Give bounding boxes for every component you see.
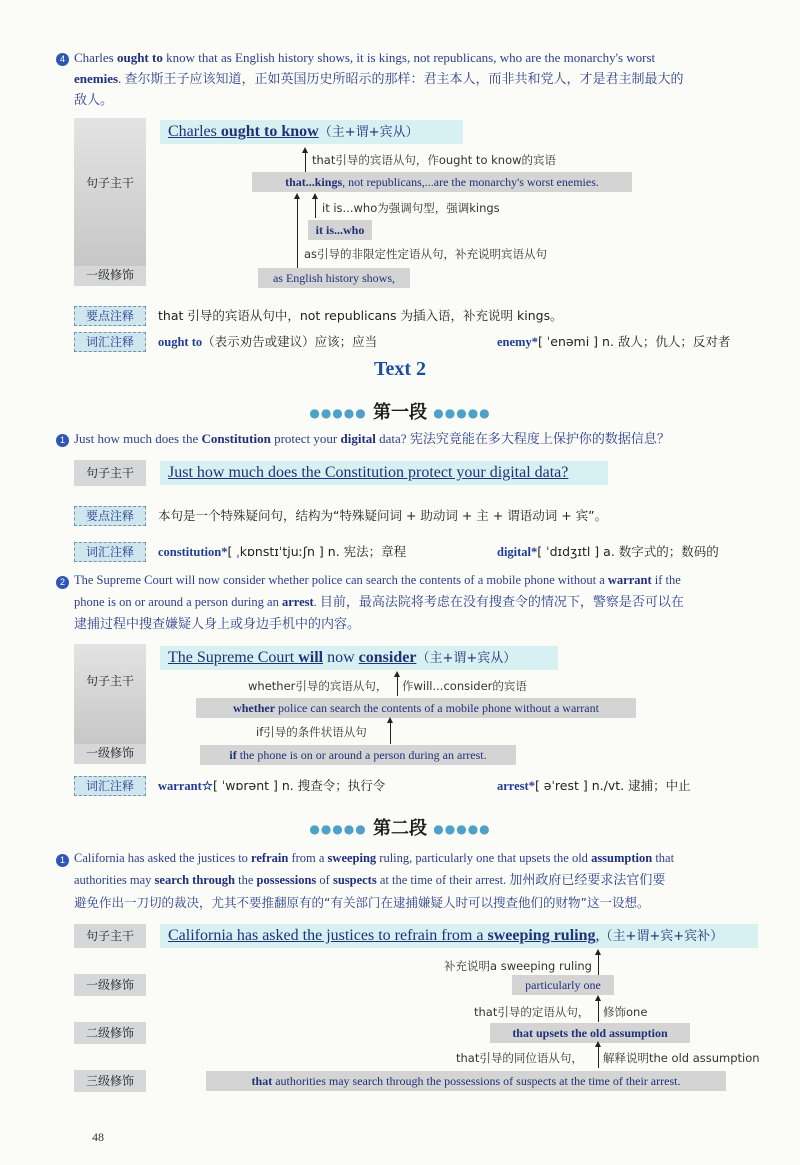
label-third-modifier: 三级修饰 — [74, 1070, 146, 1092]
keyword: it is...who — [315, 223, 365, 237]
vocab-definition: [ ˈenəmi ] n. 敌人；仇人；反对者 — [537, 334, 731, 349]
dots-icon: ●●●●● — [309, 822, 367, 836]
main-clause-bar — [160, 120, 463, 144]
sentence-number-badge: 1 — [56, 434, 69, 447]
sentence-text: if the — [651, 573, 681, 587]
star-icon: * — [221, 545, 228, 559]
section-title: 第一段 — [373, 402, 427, 423]
vocab-entry — [158, 542, 406, 560]
clause-bar — [512, 975, 614, 995]
label-first-modifier: 一级修饰 — [74, 974, 146, 996]
clause-bar — [200, 745, 516, 765]
translation-text: 目前，最高法院将考虑在没有搜查令的情况下，警察是否可以在 — [319, 595, 684, 610]
annotation-note: if引导的条件状语从句 — [256, 725, 367, 739]
page-number: 48 — [92, 1130, 104, 1144]
clause-text: authorities may search through the possessions of suspects at the time of their arrest. — [272, 1074, 681, 1088]
section-heading — [0, 814, 800, 840]
annotation-note: 修饰one — [603, 1005, 648, 1019]
clause-text: police can search the contents of a mobile phone without a warrant — [275, 701, 599, 715]
vocab-definition: [ əˈrest ] n./vt. 逮捕；中止 — [534, 778, 691, 793]
main-clause-text: Just how much does the Constitution protect your digital data? — [168, 464, 569, 481]
keyword: search through — [154, 873, 235, 887]
clause-text: as English history shows, — [272, 271, 395, 285]
vocab-word: warrant — [158, 779, 202, 793]
clause-bar — [490, 1023, 690, 1043]
sentence-text: the — [235, 873, 257, 887]
keyword: if — [229, 748, 237, 762]
sentence-text: Charles — [74, 50, 117, 65]
translation-text: 加州政府已经要求法官们要 — [509, 873, 666, 888]
tag-key-notes: 要点注释 — [74, 506, 146, 526]
keyword: refrain — [251, 851, 289, 865]
vocab-entry — [158, 776, 385, 794]
dots-icon: ●●●●● — [433, 406, 491, 420]
vocab-definition: [ ˈdɪdʒɪtl ] a. 数字式的；数码的 — [537, 544, 719, 559]
vocab-definition: [ ˌkɒnstɪˈtjuːʃn ] n. 宪法；章程 — [227, 544, 407, 559]
sentence-text: Just how much does the — [74, 431, 202, 446]
sentence-number-badge: 2 — [56, 576, 69, 589]
sentence-text: of — [316, 873, 333, 887]
clause-text: now — [323, 649, 359, 666]
subject-text: The Supreme Court — [168, 649, 299, 666]
dots-icon: ●●●●● — [309, 406, 367, 420]
clause-bar — [252, 172, 632, 192]
label-main-clause: 句子主干 — [74, 924, 146, 948]
label-first-modifier: 一级修饰 — [74, 744, 146, 764]
star-icon: * — [528, 779, 535, 793]
sentence-text: The Supreme Court will now consider whether police can search the contents of a mobile phone without a — [74, 573, 608, 587]
sentence-text: California has asked the justices to — [74, 851, 252, 865]
predicate-text: ought to know — [220, 123, 319, 140]
sentence-text: know that as English history shows, it is kings, not republicans, who are the monarchy's worst — [162, 50, 656, 65]
sentence-text: from a — [288, 851, 328, 865]
label-main-clause: 句子主干 — [85, 674, 134, 688]
sentence-english-line1 — [74, 570, 681, 591]
punctuation: , — [595, 927, 600, 944]
sentence-text: . — [118, 71, 125, 86]
keyword: warrant — [607, 573, 652, 587]
tag-vocabulary: 词汇注释 — [74, 776, 146, 796]
vocab-word: constitution — [158, 545, 222, 559]
translation-text: 查尔斯王子应该知道，正如英国历史所昭示的那样：君主本人，而非共和党人，才是君主制最大的 — [124, 72, 684, 87]
keyword: arrest — [281, 595, 314, 609]
keyword: assumption — [591, 851, 653, 865]
object-text: the justices — [302, 927, 375, 944]
analysis-label-column — [74, 118, 146, 266]
sentence-number-badge: 4 — [56, 53, 69, 66]
arrow-icon — [598, 954, 599, 976]
sentence-english-line2 — [74, 870, 665, 891]
section-title: 第二段 — [373, 818, 427, 839]
label-first-modifier: 一级修饰 — [74, 266, 146, 286]
keyword: ought to — [116, 50, 163, 65]
annotation-note: that引导的定语从句， — [474, 1005, 590, 1019]
star-icon: ☆ — [201, 779, 213, 793]
arrow-icon — [598, 1046, 599, 1068]
arrow-icon — [598, 1000, 599, 1022]
star-icon: * — [531, 335, 538, 349]
predicate-text: will — [298, 649, 324, 666]
sentence-text: authorities may — [74, 873, 155, 887]
keyword: suspects — [332, 873, 377, 887]
clause-text: particularly one — [525, 978, 601, 992]
sentence-text: phone is on or around a person during an — [74, 595, 282, 609]
sentence-english-line — [74, 428, 670, 450]
tag-vocabulary: 词汇注释 — [74, 542, 146, 562]
vocab-definition: [ ˈwɒrənt ] n. 搜查令；执行令 — [212, 778, 386, 793]
annotation-note: it is...who为强调句型，强调kings — [322, 201, 500, 215]
main-clause-bar — [160, 461, 608, 485]
arrow-icon — [305, 152, 306, 172]
keyword: Constitution — [201, 431, 271, 446]
keyword: possessions — [256, 873, 317, 887]
clause-bar — [196, 698, 636, 718]
annotation-note: that引导的同位语从句， — [456, 1051, 583, 1065]
sentence-text: that — [652, 851, 675, 865]
section-heading — [0, 398, 800, 424]
label-main-clause: 句子主干 — [74, 460, 146, 486]
vocab-entry — [497, 776, 691, 794]
vocab-word: arrest — [497, 779, 529, 793]
tag-key-notes: 要点注释 — [74, 306, 146, 326]
keyword: that...kings — [285, 175, 343, 189]
sentence-english-line2 — [74, 68, 684, 90]
annotation-note: 补充说明a sweeping ruling — [444, 959, 592, 973]
clause-text: that upsets the old assumption — [512, 1026, 668, 1040]
predicate-text: consider — [358, 649, 417, 666]
vocab-word: digital — [497, 545, 532, 559]
translation-text: 逮捕过程中搜查嫌疑人身上或身边手机中的内容。 — [74, 617, 361, 632]
sentence-text: at the time of their arrest. — [376, 873, 510, 887]
keyword: whether — [233, 701, 276, 715]
sentence-text: protect your — [270, 431, 341, 446]
sentence-number-badge: 1 — [56, 854, 69, 867]
sentence-english-line1 — [74, 848, 674, 869]
arrow-icon — [315, 198, 316, 218]
keyword: sweeping — [327, 851, 377, 865]
subject-text: Charles — [168, 123, 221, 140]
keyword: sweeping ruling — [487, 927, 596, 944]
clause-text: the phone is on or around a person during an arrest. — [236, 748, 487, 762]
arrow-icon — [397, 676, 398, 696]
text-title: Text 2 — [373, 358, 427, 380]
structure-note: （主+谓+宾从） — [318, 125, 419, 140]
main-clause-bar — [160, 924, 758, 948]
key-note-text: 本句是一个特殊疑问句，结构为“特殊疑问词 + 助动词 + 主 + 谓语动词 + 宾”。 — [158, 508, 608, 523]
vocab-definition: （表示劝告或建议）应该；应当 — [202, 334, 378, 349]
label-second-modifier: 二级修饰 — [74, 1022, 146, 1044]
vocab-entry — [497, 332, 730, 350]
keyword: enemies — [74, 71, 119, 86]
star-icon: * — [531, 545, 538, 559]
arrow-icon — [390, 722, 391, 744]
sentence-text: ruling, particularly one that upsets the old — [376, 851, 592, 865]
clause-bar — [308, 220, 372, 240]
sentence-text: . — [313, 595, 320, 609]
clause-bar — [258, 268, 410, 288]
complement-text: to refrain from a — [374, 927, 488, 944]
annotation-note: as引导的非限定性定语从句，补充说明宾语从句 — [304, 247, 548, 261]
keyword: digital — [340, 431, 376, 446]
vocab-word: ought to — [158, 335, 203, 349]
sentence-text: data? — [375, 431, 410, 446]
clause-text: , not republicans,...are the monarchy's worst enemies. — [342, 175, 599, 189]
annotation-note: that引导的宾语从句，作ought to know的宾语 — [312, 153, 557, 167]
main-clause-bar — [160, 646, 558, 670]
predicate-text: has asked — [232, 927, 303, 944]
arrow-icon — [297, 198, 298, 272]
sentence-english-line2 — [74, 592, 684, 613]
annotation-note: 解释说明the old assumption — [603, 1051, 760, 1065]
translation-text: 宪法究竟能在多大程度上保护你的数据信息？ — [409, 432, 670, 447]
key-note-text: that 引导的宾语从句中，not republicans 为插入语，补充说明 kings。 — [158, 308, 563, 323]
tag-vocabulary: 词汇注释 — [74, 332, 146, 352]
sentence-english-line1 — [74, 47, 764, 68]
dots-icon: ●●●●● — [433, 822, 491, 836]
clause-bar — [206, 1071, 726, 1091]
structure-note: （主+谓+宾从） — [416, 651, 517, 666]
label-main-clause: 句子主干 — [85, 176, 134, 190]
vocab-entry — [158, 332, 377, 350]
translation-text: 敌人。 — [74, 93, 114, 108]
annotation-note: whether引导的宾语从句， — [248, 679, 388, 693]
keyword: that — [251, 1074, 273, 1088]
vocab-word: enemy — [497, 335, 532, 349]
structure-note: （主+谓+宾+宾补） — [599, 929, 724, 944]
vocab-entry — [497, 542, 719, 560]
translation-text: 避免作出一刀切的裁决，尤其不要推翻原有的“有关部门在逮捕嫌疑人时可以搜查他们的财物”这一设想。 — [74, 895, 650, 910]
annotation-note: 作will...consider的宾语 — [402, 679, 527, 693]
subject-text: California — [168, 927, 233, 944]
analysis-label-column — [74, 644, 146, 744]
